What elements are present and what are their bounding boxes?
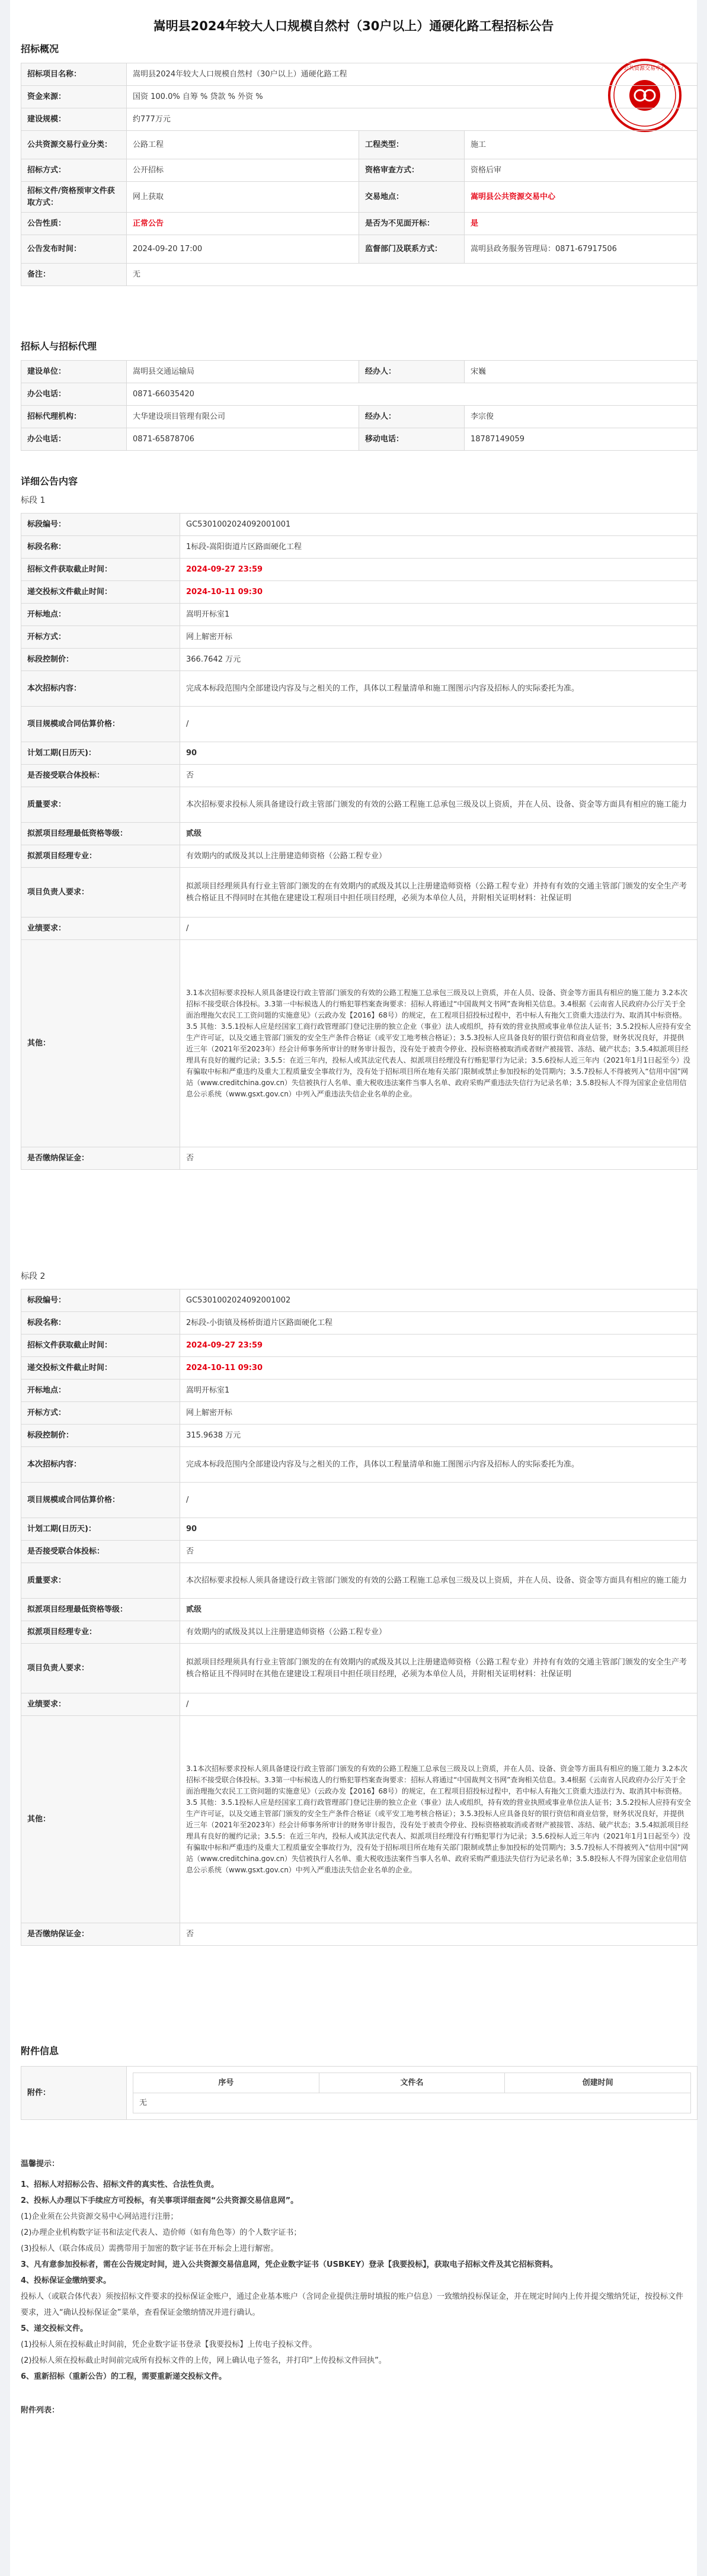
overview-heading: 招标概况	[21, 43, 59, 54]
lot-1-limit-label: 标段控制价：	[21, 649, 180, 671]
notes-line: 投标人（或联合体代表）须按招标文件要求的投标保证金账户，通过企业基本账户（含同企业提供注册时填报的账户信息）一致缴纳投标保证金，并在规定时间内上传并提交缴纳凭证，按投标文件要求，进入“确认投标保证金”菜单，查看保证金缴纳情况并进行确认。	[21, 2292, 684, 2317]
lot-2-manager-req-label: 拟派项目经理最低资格等级：	[21, 1599, 180, 1621]
venue-label: 交易地点：	[359, 182, 465, 213]
notice-card	[10, 0, 697, 2576]
lot-1-open-time-label: 递交投标文件截止时间：	[21, 581, 180, 604]
parties-heading: 招标人与招标代理	[21, 341, 97, 352]
lot-2-scope-label: 本次招标内容：	[21, 1447, 180, 1483]
lot-2-location-label: 开标地点：	[21, 1380, 180, 1402]
notes-line: (3)投标人（联合体成员）需携带用于加密的数字证书在开标会上进行解密。	[21, 2244, 279, 2253]
lot-1-quality-label: 质量要求：	[21, 787, 180, 823]
lot-1-other-label: 其他：	[21, 940, 180, 1147]
lot-1-limit: 366.7642 万元	[180, 649, 698, 671]
project-name-label: 招标项目名称：	[21, 63, 127, 86]
lot-1-open-time: 2024-10-11 09:30	[180, 581, 698, 604]
lot-2-limit: 315.9638 万元	[180, 1425, 698, 1447]
scale: 约777万元	[127, 108, 698, 131]
attachments-col-index: 序号	[133, 2073, 319, 2093]
lot-2-consortium: 否	[180, 1541, 698, 1563]
nature: 正常公告	[127, 213, 359, 235]
lot-2-sub-label: 项目规模或合同估算价格：	[21, 1483, 180, 1518]
funding: 国资 100.0% 自筹 % 贷款 % 外资 %	[127, 86, 698, 108]
system-type: 公路工程	[127, 131, 359, 159]
agent: 大华建设项目管理有限公司	[127, 406, 359, 428]
lot-1-method-label: 开标方式：	[21, 626, 180, 649]
agent-mobile: 18787149059	[465, 428, 698, 451]
owner-label: 建设单位：	[21, 361, 127, 383]
lot-2-table	[21, 1289, 698, 1946]
lot-1-sub-label: 项目规模或合同估算价格：	[21, 707, 180, 742]
lot-2-consortium-label: 是否接受联合体投标：	[21, 1541, 180, 1563]
supervisor-label: 监督部门及联系方式：	[359, 235, 465, 264]
notes-line: (1)投标人须在投标截止时间前，凭企业数字证书登录【我要投标】上传电子投标文件。	[21, 2340, 317, 2349]
agent-contact-label: 经办人：	[359, 406, 465, 428]
lot-1-location-label: 开标地点：	[21, 604, 180, 626]
get-method: 网上获取	[127, 182, 359, 213]
method-label: 招标方式：	[21, 159, 127, 182]
lot-2-quality-label: 质量要求：	[21, 1563, 180, 1599]
notes-line: 4、投标保证金缴纳要求。	[21, 2276, 111, 2285]
lot-1-name: 1标段-嵩阳街道片区路面硬化工程	[180, 536, 698, 559]
online: 是	[465, 213, 698, 235]
lot-2-method: 网上解密开标	[180, 1402, 698, 1425]
project-name: 嵩明县2024年较大人口规模自然村（30户以上）通硬化路工程	[127, 63, 698, 86]
lot-1-business-label: 业绩要求：	[21, 918, 180, 940]
notes-line: (2)办理企业机构数字证书和法定代表人、造价师（如有角色等）的个人数字证书；	[21, 2228, 302, 2237]
notes-heading: 温馨提示：	[21, 2160, 60, 2168]
owner: 嵩明县交通运输局	[127, 361, 359, 383]
get-method-label: 招标文件/资格预审文件获取方式：	[21, 182, 127, 213]
lot-2-heading: 标段 2	[21, 1272, 46, 1281]
notes-line: 1、招标人对招标公告、招标文件的真实性、合法性负责。	[21, 2180, 219, 2189]
lot-1-business: /	[180, 918, 698, 940]
lot-2-open-time: 2024-10-11 09:30	[180, 1357, 698, 1380]
lot-1-code: GC5301002024092001001	[180, 514, 698, 536]
lot-1-consortium: 否	[180, 765, 698, 787]
lot-2-manager-req: 贰级	[180, 1599, 698, 1621]
lot-1-code-label: 标段编号：	[21, 514, 180, 536]
lot-2-manager-detail: 拟派项目经理须具有行业主管部门颁发的在有效期内的贰级及其以上注册建造师资格（公路工程专业）并持有有效的交通主管部门颁发的安全生产考核合格证且不得同时在其他在建建设工程项目中担任项目经理，必须为本单位人员，并附相关证明材料：社保证明	[180, 1644, 698, 1693]
attachments-empty: 无	[133, 2093, 691, 2113]
attachment-list-label: 附件列表：	[21, 2406, 60, 2415]
lot-2-manager-detail-label: 项目负责人要求：	[21, 1644, 180, 1693]
agent-label: 招标代理机构：	[21, 406, 127, 428]
nature-label: 公告性质：	[21, 213, 127, 235]
lot-1-manager-detail-label: 项目负责人要求：	[21, 868, 180, 918]
lot-1-deposit-label: 是否缴纳保证金：	[21, 1147, 180, 1170]
owner-phone: 0871-66035420	[127, 383, 698, 406]
lot-1-table	[21, 513, 698, 1170]
lot-2-location: 嵩明开标室1	[180, 1380, 698, 1402]
lot-2-scope: 完成本标段范围内全部建设内容及与之相关的工作，具体以工程量清单和施工图图示内容及招标人的实际委托为准。	[180, 1447, 698, 1483]
lot-2-method-label: 开标方式：	[21, 1402, 180, 1425]
page-title: 嵩明县2024年较大人口规模自然村（30户以上）通硬化路工程招标公告	[153, 19, 554, 33]
lot-1-deadline: 2024-09-27 23:59	[180, 559, 698, 581]
lot-2-profession: 有效期内的贰级及其以上注册建造师资格（公路工程专业）	[180, 1621, 698, 1644]
lot-2-open-time-label: 递交投标文件截止时间：	[21, 1357, 180, 1380]
notes-line: (2)投标人须在投标截止时间前完成所有投标文件的上传，网上确认电子签名，并打印“上传投标文件回执”。	[21, 2356, 386, 2365]
lot-1-method: 网上解密开标	[180, 626, 698, 649]
attachments-heading: 附件信息	[21, 2045, 59, 2057]
owner-phone-label: 办公电话：	[21, 383, 127, 406]
lot-1-other: 3.1本次招标要求投标人须具备建设行政主管部门颁发的有效的公路工程施工总承包三级及以上资质，并在人员、设备、资金等方面具有相应的施工能力 3.2本次招标不接受联合体投标。3.3第一中标候选人的行贿犯罪档案查询要求：招标人将通过“中国裁判文书网”查询相关信息。3.4根据《云南省人民政府办公厅关于全面治理拖欠农民工工资问题的实施意见》（云政办发【2016】68号）的规定，在工程项目招投标过程中，若中标人有拖欠工资重大违法行为、取消其中标资格。3.5 其他：3.5.1投标人应是经国家工商行政管理部门登记注册的独立企业（事业）法人或组织，持有效的营业执照或事业单位法人证书；3.5.2投标人应持有安全生产许可证，以及交通主管部门颁发的安全生产条件合格证（或平安工地考核合格证）；3.5.3投标人应具备良好的银行资信和商业信誉，财务状况良好，并提供近三年（2021年至2023年）经会计师事务所审计的财务审计报告，没有处于被责令停业、投标资格被取消或者财产被接管、冻结、破产状态；3.5.4拟派项目经理具有良好的履约记录；3.5.5：在近三年内，投标人或其法定代表人、拟派项目经理没有行贿犯罪行为记录；3.5.6投标人近三年内（2021年1月1日起至今）没有骗取中标和严重违约及重大工程质量安全事故行为，没有处于招标项目所在地有关部门限制或禁止参加投标的处罚期内；3.5.7投标人不得被列入“信用中国”网站（www.creditchina.gov.cn）失信被执行人名单、重大税收违法案件当事人名单、政府采购严重违法失信行为记录名单；3.5.8投标人不得为国家企业信用信息公示系统（www.gsxt.gov.cn）中列入严重违法失信企业名单的企业。	[180, 940, 698, 1147]
lot-2-business: /	[180, 1693, 698, 1716]
lot-1-profession-label: 拟派项目经理专业：	[21, 845, 180, 868]
lot-2-quality: 本次招标要求投标人须具备建设行政主管部门颁发的有效的公路工程施工总承包三级及以上资质，并在人员、设备、资金等方面具有相应的施工能力	[180, 1563, 698, 1599]
lot-2-other: 3.1本次招标要求投标人须具备建设行政主管部门颁发的有效的公路工程施工总承包三级及以上资质，并在人员、设备、资金等方面具有相应的施工能力 3.2本次招标不接受联合体投标。3.3第一中标候选人的行贿犯罪档案查询要求：招标人将通过“中国裁判文书网”查询相关信息。3.4根据《云南省人民政府办公厅关于全面治理拖欠农民工工资问题的实施意见》（云政办发【2016】68号）的规定，在工程项目招投标过程中，若中标人有拖欠工资重大违法行为、取消其中标资格。3.5 其他：3.5.1投标人应是经国家工商行政管理部门登记注册的独立企业（事业）法人或组织，持有效的营业执照或事业单位法人证书；3.5.2投标人应持有安全生产许可证，以及交通主管部门颁发的安全生产条件合格证（或平安工地考核合格证）；3.5.3投标人应具备良好的银行资信和商业信誉，财务状况良好，并提供近三年（2021年至2023年）经会计师事务所审计的财务审计报告，没有处于被责令停业、投标资格被取消或者财产被接管、冻结、破产状态；3.5.4拟派项目经理具有良好的履约记录；3.5.5：在近三年内，投标人或其法定代表人、拟派项目经理没有行贿犯罪行为记录；3.5.6投标人近三年内（2021年1月1日起至今）没有骗取中标和严重违约及重大工程质量安全事故行为，没有处于招标项目所在地有关部门限制或禁止参加投标的处罚期内；3.5.7投标人不得被列入“信用中国”网站（www.creditchina.gov.cn）失信被执行人名单、重大税收违法案件当事人名单、政府采购严重违法失信行为记录名单；3.5.8投标人不得为国家企业信用信息公示系统（www.gsxt.gov.cn）中列入严重违法失信企业名单的企业。	[180, 1716, 698, 1923]
lot-2-name-label: 标段名称：	[21, 1312, 180, 1334]
lot-1-sub: /	[180, 707, 698, 742]
lot-1-manager-req: 贰级	[180, 823, 698, 845]
venue: 嵩明县公共资源交易中心	[465, 182, 698, 213]
agent-mobile-label: 移动电话：	[359, 428, 465, 451]
remarks: 无	[127, 264, 698, 286]
remarks-label: 备注：	[21, 264, 127, 286]
lot-2-code-label: 标段编号：	[21, 1289, 180, 1312]
lot-1-manager-req-label: 拟派项目经理最低资格等级：	[21, 823, 180, 845]
attachments-label: 附件：	[21, 2067, 127, 2120]
notes-line: 3、凡有意参加投标者，需在公告规定时间，进入公共资源交易信息网，凭企业数字证书（USBKEY）登录【我要投标】，获取电子招标文件及其它招标资料。	[21, 2260, 558, 2269]
parties-table	[21, 360, 698, 451]
lot-1-location: 嵩明开标室1	[180, 604, 698, 626]
attachments-table	[21, 2066, 698, 2120]
lot-2-duration: 90	[180, 1518, 698, 1541]
overview-table	[21, 63, 698, 286]
lot-1-heading: 标段 1	[21, 496, 46, 505]
owner-contact-label: 经办人：	[359, 361, 465, 383]
attachments-col-created: 创建时间	[505, 2073, 691, 2093]
lot-1-consortium-label: 是否接受联合体投标：	[21, 765, 180, 787]
lot-2-business-label: 业绩要求：	[21, 1693, 180, 1716]
project-type: 施工	[465, 131, 698, 159]
lot-1-duration: 90	[180, 742, 698, 765]
lot-1-duration-label: 计划工期(日历天)：	[21, 742, 180, 765]
lot-2-code: GC5301002024092001002	[180, 1289, 698, 1312]
lot-1-manager-detail: 拟派项目经理须具有行业主管部门颁发的在有效期内的贰级及其以上注册建造师资格（公路工程专业）并持有有效的交通主管部门颁发的安全生产考核合格证且不得同时在其他在建建设工程项目中担任项目经理，必须为本单位人员，并附相关证明材料：社保证明	[180, 868, 698, 918]
agent-phone-label: 办公电话：	[21, 428, 127, 451]
notes-line: 5、递交投标文件。	[21, 2324, 88, 2333]
lot-2-limit-label: 标段控制价：	[21, 1425, 180, 1447]
lot-2-deadline: 2024-09-27 23:59	[180, 1334, 698, 1357]
detail-heading: 详细公告内容	[21, 476, 78, 487]
lot-1-deposit: 否	[180, 1147, 698, 1170]
lot-1-scope: 完成本标段范围内全部建设内容及与之相关的工作，具体以工程量清单和施工图图示内容及招标人的实际委托为准。	[180, 671, 698, 707]
notes-block	[21, 2156, 690, 2418]
project-type-label: 工程类型：	[359, 131, 465, 159]
lot-2-sub: /	[180, 1483, 698, 1518]
svg-text:公共资源交易中心: 公共资源交易中心	[623, 66, 667, 72]
review: 资格后审	[465, 159, 698, 182]
lot-2-profession-label: 拟派项目经理专业：	[21, 1621, 180, 1644]
system-type-label: 公共资源交易行业分类：	[21, 131, 127, 159]
lot-1-deadline-label: 招标文件获取截止时间：	[21, 559, 180, 581]
lot-2-deposit-label: 是否缴纳保证金：	[21, 1923, 180, 1946]
attachments-col-filename: 文件名	[319, 2073, 505, 2093]
notes-line: 2、投标人办理以下手续应方可投标，有关事项详细查阅“公共资源交易信息网”。	[21, 2196, 299, 2205]
lot-2-name: 2标段-小街镇及杨桥街道片区路面硬化工程	[180, 1312, 698, 1334]
method: 公开招标	[127, 159, 359, 182]
lot-2-deposit: 否	[180, 1923, 698, 1946]
supervisor: 嵩明县政务服务管理局：0871-67917506	[465, 235, 698, 264]
notes-line: (1)企业须在公共资源交易中心网站进行注册；	[21, 2212, 178, 2221]
review-label: 资格审查方式：	[359, 159, 465, 182]
lot-2-other-label: 其他：	[21, 1716, 180, 1923]
agent-contact: 李宗俊	[465, 406, 698, 428]
notes-line: 6、重新招标（重新公告）的工程，需要重新递交投标文件。	[21, 2372, 227, 2381]
lot-1-profession: 有效期内的贰级及其以上注册建造师资格（公路工程专业）	[180, 845, 698, 868]
agent-phone: 0871-65878706	[127, 428, 359, 451]
funding-label: 资金来源：	[21, 86, 127, 108]
lot-2-duration-label: 计划工期(日历天)：	[21, 1518, 180, 1541]
lot-2-deadline-label: 招标文件获取截止时间：	[21, 1334, 180, 1357]
lot-1-quality: 本次招标要求投标人须具备建设行政主管部门颁发的有效的公路工程施工总承包三级及以上资质，并在人员、设备、资金等方面具有相应的施工能力	[180, 787, 698, 823]
scale-label: 建设规模：	[21, 108, 127, 131]
lot-1-scope-label: 本次招标内容：	[21, 671, 180, 707]
owner-contact: 宋巍	[465, 361, 698, 383]
publish-time: 2024-09-20 17:00	[127, 235, 359, 264]
lot-1-name-label: 标段名称：	[21, 536, 180, 559]
attachments-list	[133, 2073, 691, 2113]
online-label: 是否为不见面开标：	[359, 213, 465, 235]
publish-label: 公告发布时间：	[21, 235, 127, 264]
